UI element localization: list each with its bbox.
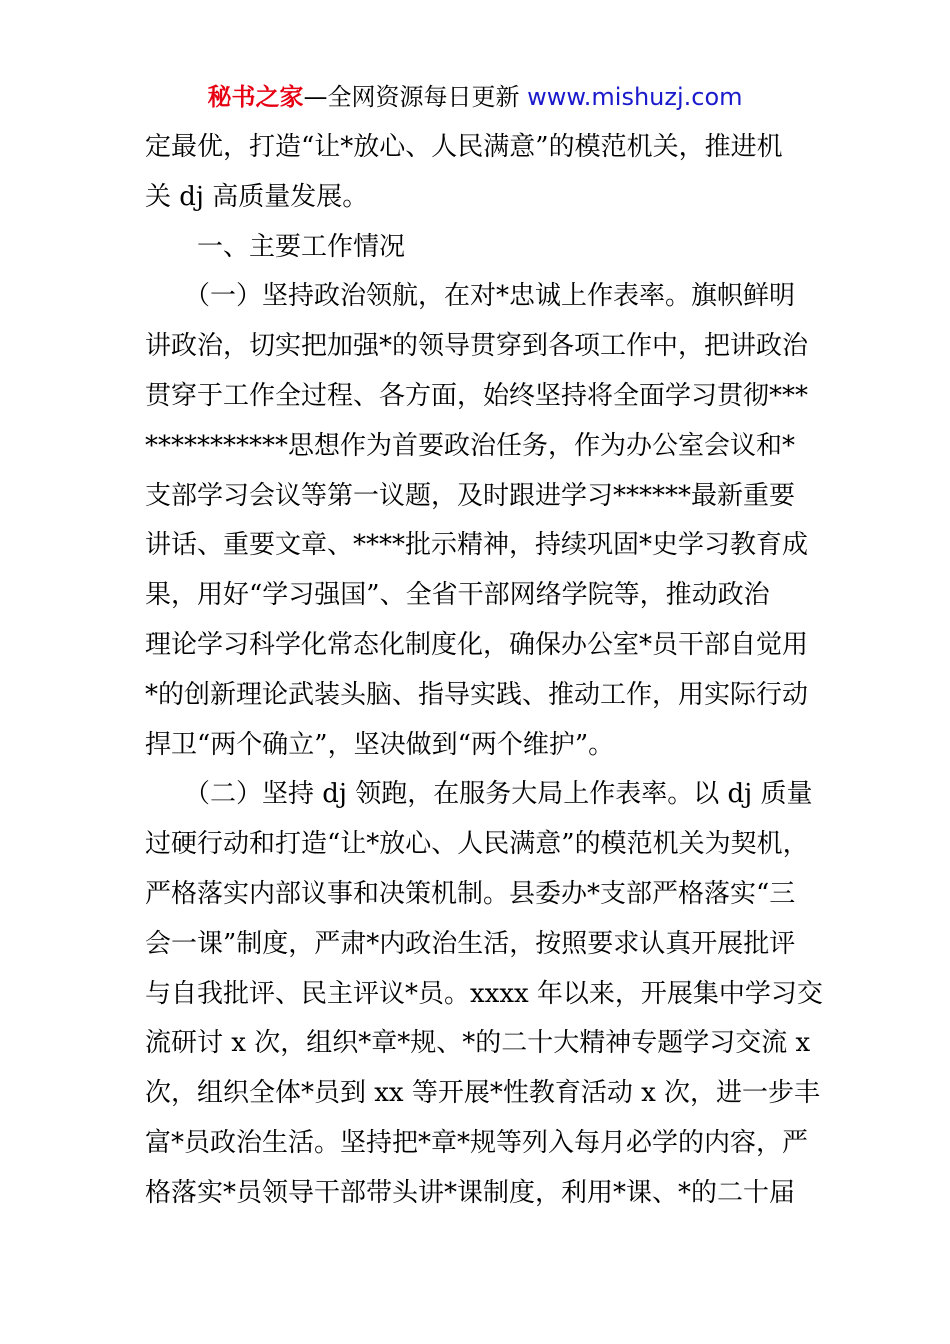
text-line: （一）坚持政治领航，在对*忠诚上作表率。旗帜鲜明 (145, 281, 796, 312)
site-url-link[interactable]: www.mishuzj.com (527, 83, 743, 111)
text-line: 会一课”制度，严肃*内政治生活，按照要求认真开展批评 (145, 928, 796, 959)
text-line: 格落实*员领导干部带头讲*课制度，利用*课、*的二十届 (145, 1177, 796, 1208)
text-line: ***********思想作为首要政治任务，作为办公室会议和* (145, 430, 796, 461)
text-line: 贯穿于工作全过程、各方面，始终坚持将全面学习贯彻*** (145, 380, 809, 411)
text-line: 理论学习科学化常态化制度化，确保办公室*员干部自觉用 (145, 629, 809, 660)
text-line: 支部学习会议等第一议题，及时跟进学习******最新重要 (145, 480, 796, 511)
text-line: 富*员政治生活。坚持把*章*规等列入每月必学的内容，严 (145, 1127, 809, 1158)
text-line: 关 dj 高质量发展。 (145, 181, 369, 212)
text-line: 定最优，打造“让*放心、人民满意”的模范机关，推进机 (145, 132, 783, 162)
text-line: *的创新理论武装头脑、指导实践、推动工作，用实际行动 (145, 679, 809, 710)
text-line: 流研讨 x 次，组织*章*规、*的二十大精神专题学习交流 x (145, 1028, 811, 1059)
text-line: 讲政治，切实把加强*的领导贯穿到各项工作中，把讲政治 (145, 331, 809, 362)
text-line: 与自我批评、民主评议*员。xxxx 年以来，开展集中学习交 (145, 978, 823, 1009)
site-tagline: —全网资源每日更新 (303, 83, 528, 111)
document-body (145, 123, 823, 1219)
section-heading: 一、主要工作情况 (145, 231, 406, 262)
text-line: 过硬行动和打造“让*放心、人民满意”的模范机关为契机， (145, 829, 809, 860)
site-brand: 秘书之家 (207, 83, 304, 111)
text-line: 严格落实内部议事和决策机制。县委办*支部严格落实“三 (145, 878, 796, 909)
site-header (0, 80, 950, 114)
text-line: 讲话、重要文章、****批示精神，持续巩固*史学习教育成 (145, 530, 809, 561)
text-line: 捍卫“两个确立”，坚决做到“两个维护”。 (145, 729, 615, 760)
text-line: 次，组织全体*员到 xx 等开展*性教育活动 x 次，进一步丰 (145, 1078, 821, 1109)
text-line: 果，用好“学习强国”、全省干部网络学院等，推动政治 (145, 580, 770, 611)
text-line: （二）坚持 dj 领跑，在服务大局上作表率。以 dj 质量 (145, 779, 813, 810)
